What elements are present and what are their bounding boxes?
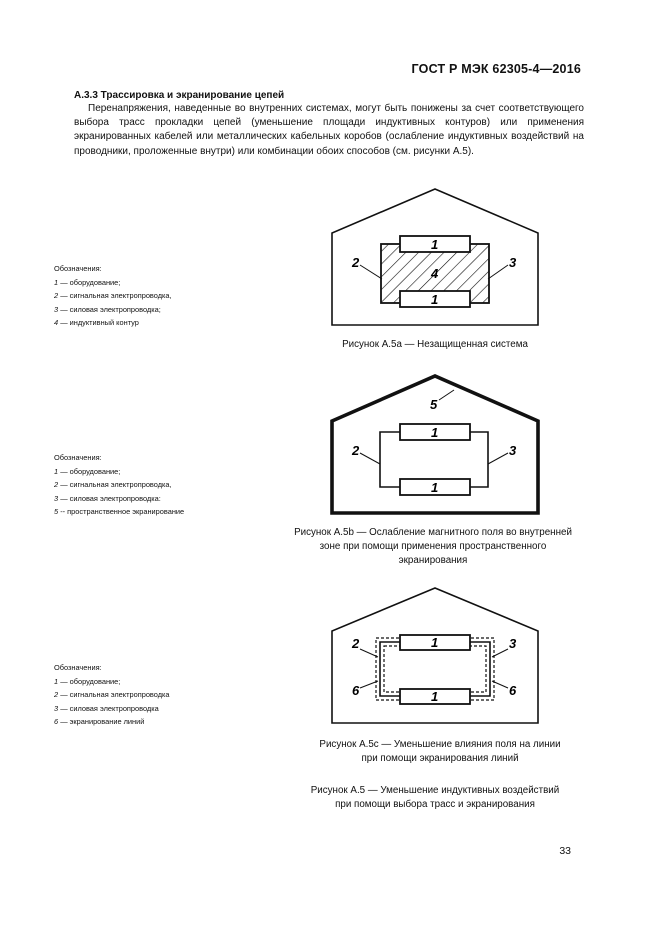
label-left: 2 [352,443,360,458]
label-left: 2 [352,255,360,270]
power-wiring-loop [470,642,490,696]
label-bottom-box: 1 [431,292,439,307]
legend-figure-b [54,451,184,519]
figure-a5a-diagram [320,185,550,330]
label-right: 3 [509,255,517,270]
signal-wiring-loop [380,432,400,487]
legend-item: 5 -- пространственное экранирование [54,507,185,517]
paragraph-text: Перенапряжения, наведенные во внутренних системах, могут быть понижены за счет соответствующего выбора трасс прокладки цепей (уменьшение площади индуктивных контуров) или применения экранированных кабелей или металлических кабельных коробов (ослабление индуктивных воздействий на проводники, проложенные внутри) или комбинации обоих способов (см. рисунки А.5). [74,103,584,157]
label-top-box: 1 [431,635,439,650]
label-center: 4 [431,266,439,281]
figure-a5c-caption: Рисунок А.5с — Уменьшение влияния поля на линии при помощи экранирования линий [319,739,561,764]
label-roof: 5 [430,397,438,412]
legend-item: 3 — силовая электропроводка; [54,304,161,314]
label-left-top: 2 [352,636,360,651]
label-left-bottom: 6 [352,683,360,698]
legend-item: 1 — оборудование; [54,466,121,476]
legend-item: 2 — сигнальная электропроводка [54,690,170,700]
power-wiring-loop [470,432,488,487]
body-paragraph [74,102,584,159]
legend-item: 3 — силовая электропроводка [54,703,159,713]
figure-a5a-caption: Рисунок А.5а — Незащищенная система [342,339,528,350]
legend-title: Обозначения: [54,453,102,462]
legend-title: Обозначения: [54,663,102,672]
legend-item: 2 — сигнальная электропроводка, [54,480,172,490]
legend-figure-a [54,262,172,330]
label-right-bottom: 6 [509,683,517,698]
cable-shield-inner [384,646,486,692]
figure-a5c-diagram [320,585,550,730]
figure-a5b-caption: Рисунок А.5b — Ослабление магнитного поля во внутренней зоне при помощи применения пространственного экранирования [294,527,572,566]
legend-item: 1 — оборудование; [54,676,121,686]
figure-a5-caption: Рисунок А.5 — Уменьшение индуктивных воздействий при помощи выбора трасс и экранирования [310,785,560,810]
label-right: 3 [509,443,517,458]
label-bottom-box: 1 [431,480,439,495]
figure-a5b-diagram [320,372,550,517]
label-top-box: 1 [431,425,439,440]
legend-item: 4 — индуктивный контур [54,318,139,328]
legend-item: 1 — оборудование; [54,277,121,287]
page-number: 33 [559,845,571,857]
legend-item: 3 — силовая электропроводка: [54,493,161,503]
legend-title: Обозначения: [54,264,102,273]
label-top-box: 1 [431,237,439,252]
label-right-top: 3 [509,636,517,651]
section-title: А.3.3 Трассировка и экранирование цепей [74,90,285,101]
legend-item: 6 — экранирование линий [54,717,145,727]
legend-figure-c [54,661,170,729]
label-bottom-box: 1 [431,689,439,704]
document-code: ГОСТ Р МЭК 62305-4—2016 [411,62,581,76]
legend-item: 2 — сигнальная электропроводка, [54,291,172,301]
signal-wiring-loop [380,642,400,696]
